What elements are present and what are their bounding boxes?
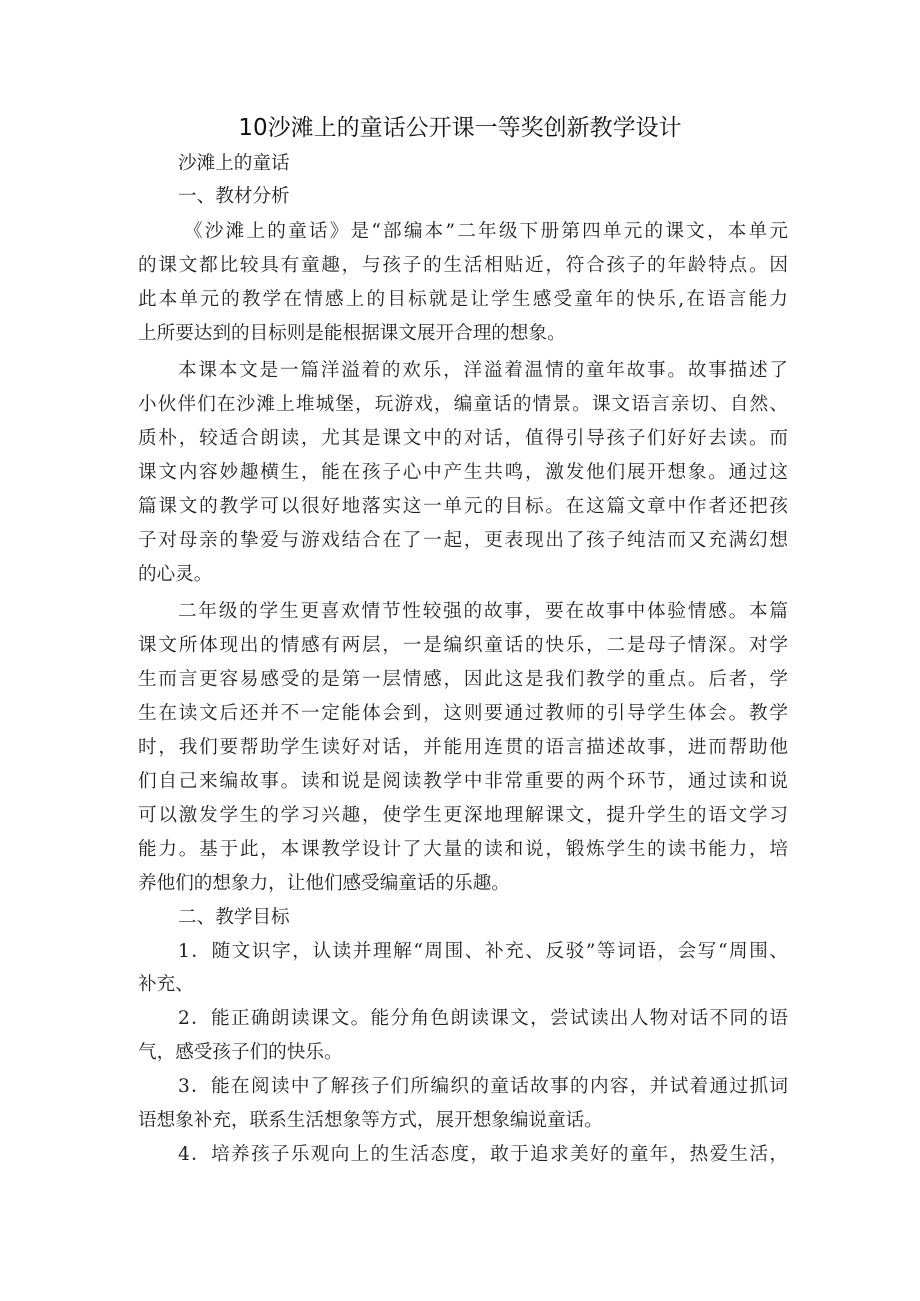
paragraph-line: 生在读文后还并不一定能体会到，这则要通过教师的引导学生体会。教学 [138,703,788,724]
paragraph-line: 二年级的学生更喜欢情节性较强的故事，要在故事中体验情感。本篇 [178,601,788,622]
paragraph-line: 的心灵。 [138,564,213,585]
paragraph-line: 子对母亲的挚爱与游戏结合在了一起，更表现出了孩子纯洁而又充满幻想 [138,530,788,551]
goal-line: 3．能在阅读中了解孩子们所编织的童话故事的内容，并试着通过抓词 [178,1076,788,1097]
goal-line: 4．培养孩子乐观向上的生活态度，敢于追求美好的童年，热爱生活， [178,1144,788,1165]
paragraph-line: 课文内容妙趣横生，能在孩子心中产生共鸣，激发他们展开想象。通过这 [138,462,788,483]
section-heading-1: 一、教材分析 [178,186,290,207]
paragraph-line: 养他们的想象力，让他们感受编童话的乐趣。 [138,873,510,894]
paragraph-line: 小伙伴们在沙滩上堆城堡，玩游戏，编童话的情景。课文语言亲切、自然、 [138,394,788,415]
goal-line: 补充、 [138,974,194,995]
goal-line: 气，感受孩子们的快乐。 [138,1042,343,1063]
paragraph-line: 的课文都比较具有童趣，与孩子的生活相贴近，符合孩子的年龄特点。因 [138,255,788,276]
goal-line: 语想象补充，联系生活想象等方式，展开想象编说童话。 [138,1110,603,1131]
document-title: 10沙滩上的童话公开课一等奖创新教学设计 [238,115,682,141]
paragraph-line: 生而言更容易感受的是第一层情感，因此这是我们教学的重点。后者，学 [138,669,788,690]
goal-line: 2．能正确朗读课文。能分角色朗读课文，尝试读出人物对话不同的语 [178,1008,788,1029]
paragraph-line: 们自己来编故事。读和说是阅读教学中非常重要的两个环节，通过读和说 [138,771,788,792]
paragraph-line: 可以激发学生的学习兴趣，使学生更深地理解课文，提升学生的语文学习 [138,805,788,826]
paragraph-line: 能力。基于此，本课教学设计了大量的读和说，锻炼学生的读书能力，培 [138,839,788,860]
document-subtitle: 沙滩上的童话 [178,153,290,174]
paragraph-line: 上所要达到的目标则是能根据课文展开合理的想象。 [138,323,566,344]
paragraph-line: 时，我们要帮助学生读好对话，并能用连贯的语言描述故事，进而帮助他 [138,737,788,758]
paragraph-line: 课文所体现出的情感有两层，一是编织童话的快乐，二是母子情深。对学 [138,635,788,656]
section-heading-2: 二、教学目标 [178,907,290,928]
paragraph-line: 此本单元的教学在情感上的目标就是让学生感受童年的快乐,在语言能力 [138,289,788,310]
paragraph-line: 《沙滩上的童话》是“部编本”二年级下册第四单元的课文，本单元 [184,221,788,242]
paragraph-line: 质朴，较适合朗读，尤其是课文中的对话，值得引导孩子们好好去读。而 [138,428,788,449]
goal-line: 1．随文识字，认读并理解“周围、补充、反驳”等词语，会写“周围、 [178,941,788,962]
paragraph-line: 本课本文是一篇洋溢着的欢乐，洋溢着温情的童年故事。故事描述了 [178,360,788,381]
paragraph-line: 篇课文的教学可以很好地落实这一单元的目标。在这篇文章中作者还把孩 [138,496,788,517]
